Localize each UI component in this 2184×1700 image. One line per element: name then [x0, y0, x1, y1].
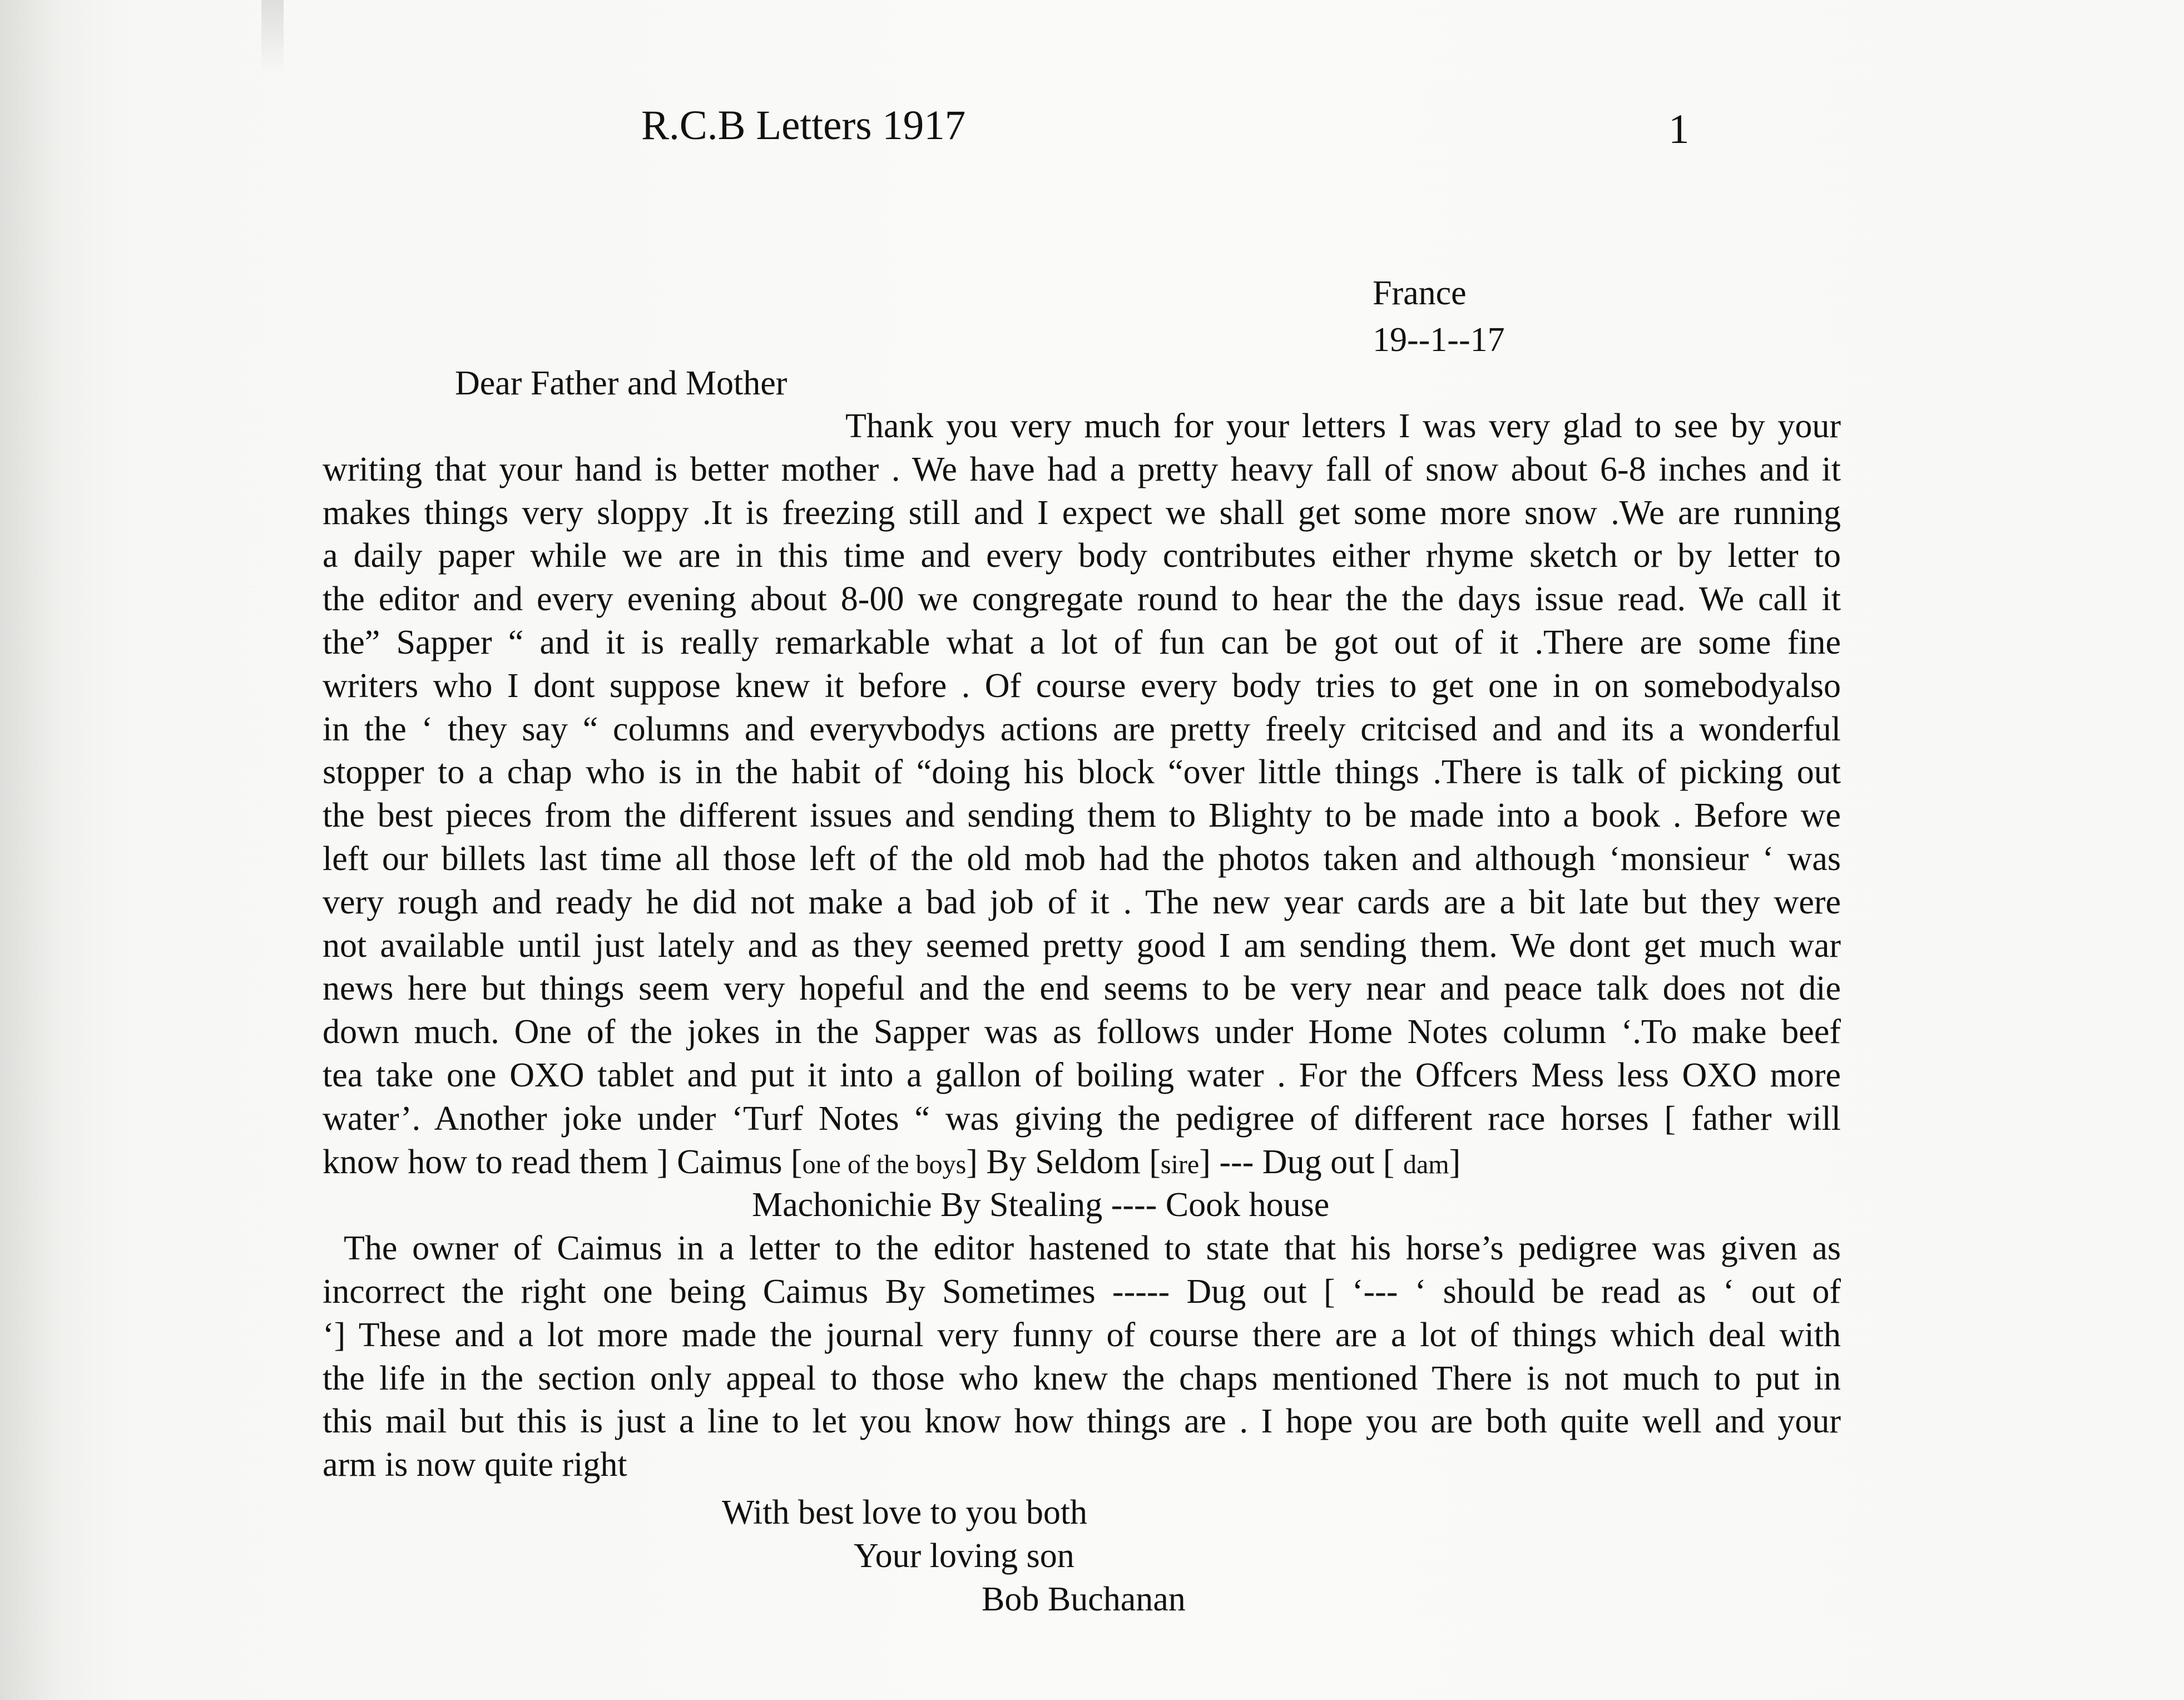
pedigree-line-2: Machonichie By Stealing ---- Cook house: [752, 1186, 1330, 1224]
pedigree-line: [323, 1141, 1841, 1184]
body-line: writers who I dont suppose knew it before . Of course every body tries to get one in on somebodyalso: [323, 666, 1841, 705]
body-line: water’. Another joke under ‘Turf Notes “ was giving the pedigree of different race horses [ father will: [323, 1099, 1841, 1138]
body-line: Thank you very much for your letters I was very glad to see by your: [845, 407, 1841, 445]
pedigree-text: ] By Seldom [: [966, 1143, 1161, 1181]
letter-body: [323, 405, 1841, 1487]
salutation: Dear Father and Mother: [455, 364, 788, 402]
body-line: the best pieces from the different issues and sending them to Blighty to be made into a book . Before we: [323, 797, 1841, 835]
body-line: the editor and every evening about 8-00 we congregate round to hear the the days issue read. We call it: [323, 580, 1841, 619]
body-line: the” Sapper “ and it is really remarkable what a lot of fun can be got out of it .There are some fine: [323, 623, 1841, 661]
scan-mark: [261, 0, 284, 72]
page-number: 1: [1668, 106, 1690, 152]
body-line: the life in the section only appeal to those who knew the chaps mentioned There is not much to put in: [323, 1359, 1841, 1397]
pedigree-text: ] --- Dug out [: [1199, 1143, 1403, 1181]
body-line: left our billets last time all those left of the old mob had the photos taken and although ‘monsieur ‘ was: [323, 839, 1841, 878]
page-edge-shadow: [0, 0, 61, 1700]
letter-date: 19--1--17: [1373, 321, 1505, 359]
pedigree-text: know how to read them ] Caimus [: [323, 1143, 803, 1181]
bracket-note: dam: [1403, 1149, 1449, 1179]
sign-off: Your loving son: [854, 1537, 1074, 1575]
body-line: tea take one OXO tablet and put it into a gallon of boiling water . For the Offcers Mess less OXO more: [323, 1056, 1841, 1094]
body-line: stopper to a chap who is in the habit of “doing his block “over little things .There is talk of picking out: [323, 753, 1841, 792]
body-line: a daily paper while we are in this time and every body contributes either rhyme sketch or by letter to: [323, 537, 1841, 575]
letter-place: France: [1373, 274, 1467, 312]
closing: With best love to you both: [722, 1494, 1088, 1531]
body-line: news here but things seem very hopeful and the end seems to be very near and peace talk does not die: [323, 970, 1841, 1008]
pedigree-text: ]: [1449, 1143, 1461, 1181]
body-line: very rough and ready he did not make a bad job of it . The new year cards are a bit late but they were: [323, 883, 1841, 921]
body-line: ‘] These and a lot more made the journal very funny of course there are a lot of things which deal with: [323, 1316, 1841, 1354]
page-header-title: R.C.B Letters 1917: [641, 102, 966, 149]
signature: Bob Buchanan: [982, 1580, 1186, 1618]
body-line: in the ‘ they say “ columns and everyvbodys actions are pretty freely critcised and and its a wonderful: [323, 710, 1841, 748]
body-line: this mail but this is just a line to let you know how things are . I hope you are both quite well and your: [323, 1402, 1841, 1441]
body-line: incorrect the right one being Caimus By Sometimes ----- Dug out [ ‘--- ‘ should be read as ‘ out of: [323, 1272, 1841, 1311]
body-line: arm is now quite right: [323, 1446, 627, 1484]
body-line: makes things very sloppy .It is freezing still and I expect we shall get some more snow .We are running: [323, 493, 1841, 532]
body-line: The owner of Caimus in a letter to the editor hastened to state that his horse’s pedigree was given as: [344, 1229, 1841, 1268]
body-line: down much. One of the jokes in the Sapper was as follows under Home Notes column ‘.To make beef: [323, 1013, 1841, 1051]
body-line: not available until just lately and as they seemed pretty good I am sending them. We dont get much war: [323, 926, 1841, 965]
body-line: writing that your hand is better mother . We have had a pretty heavy fall of snow about 6-8 inches and it: [323, 450, 1841, 488]
bracket-note: sire: [1160, 1149, 1200, 1179]
bracket-note: one of the boys: [802, 1149, 967, 1179]
